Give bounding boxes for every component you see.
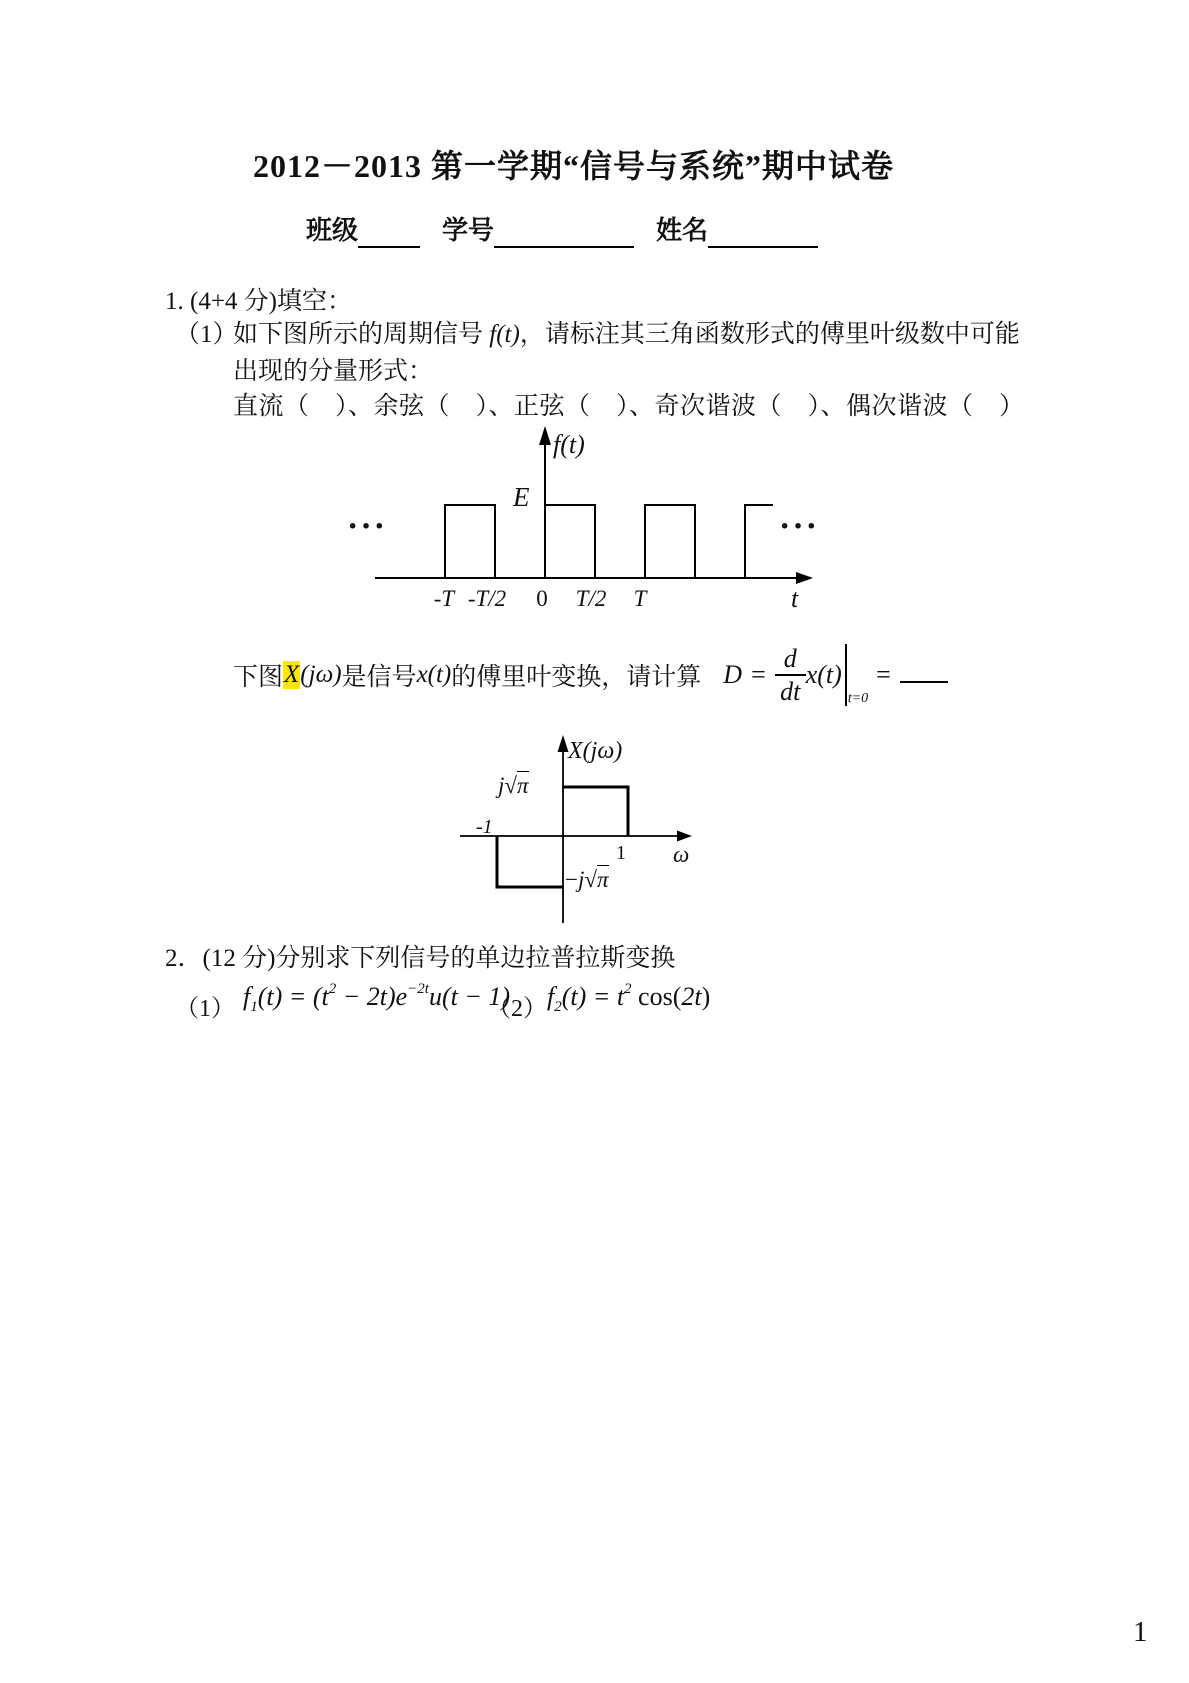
fig1-y-axis-label: f(t) bbox=[553, 430, 585, 459]
positive-step bbox=[563, 787, 628, 836]
f2-subscript: 2 bbox=[554, 999, 562, 1016]
evaluation-condition: t=0 bbox=[847, 691, 869, 706]
page-number: 1 bbox=[1133, 1616, 1148, 1648]
f1-subscript: 1 bbox=[250, 999, 258, 1016]
Xjw-axis-arrow bbox=[558, 735, 569, 752]
q1-item1-text-post: ，请标注其三角函数形式的傅里叶级数中可能 bbox=[519, 321, 1020, 348]
student-id-blank-line bbox=[494, 214, 634, 248]
pulse-2 bbox=[545, 505, 595, 578]
fraction-denominator: dt bbox=[780, 677, 801, 706]
pi-symbol: π bbox=[517, 773, 529, 798]
q1-heading: 1. (4+4 分)填空： bbox=[165, 288, 352, 315]
q1-item2-xt-symbol: x(t) bbox=[416, 661, 452, 688]
q2-heading: 2．(12 分)分别求下列信号的单边拉普拉斯变换 bbox=[165, 945, 676, 972]
q1-item2-text-post: 的傅里叶变换，请计算 bbox=[451, 664, 702, 691]
q1-item2-line bbox=[233, 636, 948, 714]
formula-D: D bbox=[723, 660, 743, 689]
fig1-tick-minus-T: -T bbox=[433, 586, 455, 611]
f1-exponent-2: −2t bbox=[407, 981, 429, 998]
fig1-ellipsis-left: ··· bbox=[347, 508, 388, 545]
fig2-level-pos-label bbox=[498, 773, 529, 799]
fig1-ellipsis-right: ··· bbox=[779, 508, 820, 545]
f1-segment-2: − 2t)e bbox=[336, 982, 408, 1011]
q2-part2-number: （2） bbox=[487, 996, 547, 1022]
f2-name: f bbox=[547, 982, 555, 1011]
q2-formula-2 bbox=[547, 982, 710, 1016]
fig2-x-axis-label: ω bbox=[673, 842, 690, 867]
fig2-tick-one: 1 bbox=[616, 842, 626, 864]
figure-fourier-transform bbox=[440, 728, 720, 930]
fig1-tick-T: T bbox=[633, 586, 647, 611]
ft-axis-arrow bbox=[539, 426, 551, 445]
q1-item2-jomega: (jω) bbox=[300, 661, 342, 688]
fig1-tick-T-half: T/2 bbox=[575, 586, 607, 611]
q1-item1-components-line: 直流（ ）、余弦（ ）、正弦（ ）、奇次谐波（ ）、偶次谐波（ ） bbox=[233, 393, 1025, 420]
class-label: 班级 bbox=[306, 216, 359, 245]
q2-part1-number: （1） bbox=[175, 996, 235, 1022]
j-symbol: j bbox=[498, 773, 505, 798]
fig2-level-neg-label bbox=[565, 867, 609, 893]
f2-cos: cos( bbox=[631, 982, 682, 1011]
formula-equals-2: = bbox=[876, 660, 891, 689]
q1-item1-line2: 出现的分量形式： bbox=[233, 358, 434, 385]
figure-periodic-signal bbox=[335, 420, 825, 632]
formula-equals: = bbox=[751, 660, 766, 689]
q1-item2-text-pre: 下图 bbox=[233, 664, 284, 691]
f1-segment-3: u(t − 1) bbox=[428, 982, 511, 1011]
sqrt-symbol: √ bbox=[584, 867, 597, 892]
f2-segment-1: (t) = t bbox=[561, 982, 625, 1011]
f2-exponent: 2 bbox=[624, 981, 632, 998]
f2-segment-2: 2t bbox=[681, 982, 702, 1011]
f2-close-paren: ) bbox=[701, 982, 711, 1011]
formula-fraction-d-dt bbox=[775, 645, 806, 706]
pulse-4-partial bbox=[745, 505, 773, 578]
q1-item2-X-highlighted: X bbox=[284, 661, 300, 688]
q1-item1-text-pre: 如下图所示的周期信号 bbox=[233, 321, 490, 348]
minus-symbol: − bbox=[565, 867, 578, 892]
pi-symbol: π bbox=[597, 867, 609, 892]
q1-item1-line1 bbox=[233, 314, 1020, 350]
evaluation-bar bbox=[845, 644, 847, 706]
answer-blank-line bbox=[900, 667, 948, 683]
fig1-tick-labels bbox=[335, 586, 825, 616]
page-title: 2012－2013 第一学期“信号与系统”期中试卷 bbox=[253, 148, 895, 184]
derivative-formula bbox=[723, 644, 948, 706]
name-label: 姓名 bbox=[656, 216, 709, 245]
fig1-tick-zero: 0 bbox=[536, 586, 548, 611]
negative-step bbox=[497, 836, 563, 887]
fig2-y-axis-label: X(jω) bbox=[568, 738, 623, 764]
f1-segment-1: (t) = (t bbox=[257, 982, 329, 1011]
q1-item1-number: （1） bbox=[175, 321, 238, 348]
j-symbol: j bbox=[577, 867, 585, 892]
q2-formula-1 bbox=[243, 982, 510, 1016]
name-blank-line bbox=[708, 214, 818, 248]
header-fields bbox=[306, 210, 818, 248]
t-axis-arrow bbox=[796, 572, 813, 584]
fig1-amplitude-label: E bbox=[513, 482, 530, 512]
fig1-x-axis-label: t bbox=[791, 584, 799, 613]
class-blank-line bbox=[358, 214, 420, 248]
f1-exponent-1: 2 bbox=[328, 981, 337, 998]
f1-name: f bbox=[243, 982, 251, 1011]
fraction-numerator: d bbox=[775, 645, 806, 676]
student-id-label: 学号 bbox=[442, 216, 495, 245]
pulse-1 bbox=[445, 505, 495, 578]
fig1-tick-minus-T-half: -T/2 bbox=[467, 586, 507, 611]
omega-axis-arrow bbox=[677, 831, 692, 842]
pulse-3 bbox=[645, 505, 695, 578]
fig2-tick-minus-one: -1 bbox=[476, 816, 493, 838]
q1-item2-text-mid: 是信号 bbox=[341, 664, 417, 691]
q1-item1-ft-symbol: f(t) bbox=[489, 321, 520, 348]
sqrt-symbol: √ bbox=[504, 773, 518, 798]
formula-xt: x(t) bbox=[805, 660, 842, 689]
